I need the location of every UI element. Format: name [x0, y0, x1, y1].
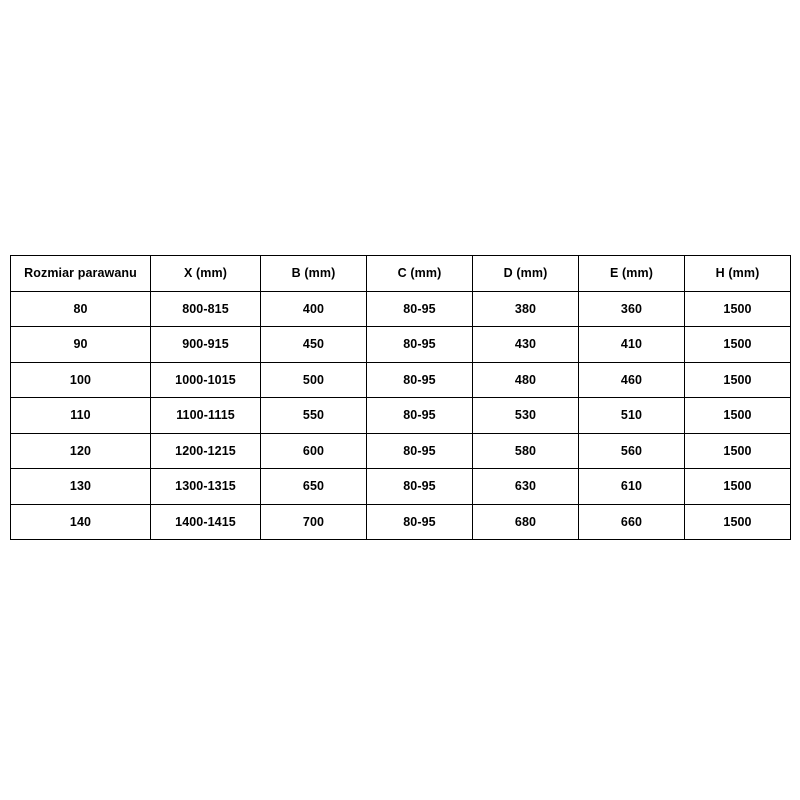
- table-cell: 80-95: [367, 433, 473, 469]
- table-cell: 660: [579, 504, 685, 540]
- table-cell: 530: [473, 398, 579, 434]
- table-cell: 1400-1415: [151, 504, 261, 540]
- table-cell: 80-95: [367, 504, 473, 540]
- table-cell: 1500: [685, 433, 791, 469]
- column-header-c: C (mm): [367, 256, 473, 292]
- table-cell: 140: [11, 504, 151, 540]
- table-cell: 400: [261, 291, 367, 327]
- table-cell: 510: [579, 398, 685, 434]
- column-header-e: E (mm): [579, 256, 685, 292]
- table-row: [11, 362, 791, 398]
- table-cell: 1200-1215: [151, 433, 261, 469]
- table-cell: 1500: [685, 327, 791, 363]
- table-cell: 130: [11, 469, 151, 505]
- column-header-x: X (mm): [151, 256, 261, 292]
- table-row: [11, 327, 791, 363]
- table-cell: 500: [261, 362, 367, 398]
- table-cell: 1500: [685, 504, 791, 540]
- table-row: [11, 469, 791, 505]
- table-cell: 650: [261, 469, 367, 505]
- column-header-b: B (mm): [261, 256, 367, 292]
- table-cell: 560: [579, 433, 685, 469]
- table-cell: 1100-1115: [151, 398, 261, 434]
- table-cell: 120: [11, 433, 151, 469]
- table-cell: 630: [473, 469, 579, 505]
- table-row: [11, 291, 791, 327]
- table-cell: 410: [579, 327, 685, 363]
- specification-table: [10, 255, 791, 540]
- table-cell: 1500: [685, 398, 791, 434]
- table-cell: 380: [473, 291, 579, 327]
- table-cell: 580: [473, 433, 579, 469]
- table-cell: 450: [261, 327, 367, 363]
- table-row: [11, 504, 791, 540]
- table-cell: 800-815: [151, 291, 261, 327]
- table-cell: 600: [261, 433, 367, 469]
- table-cell: 700: [261, 504, 367, 540]
- column-header-d: D (mm): [473, 256, 579, 292]
- table-cell: 80-95: [367, 469, 473, 505]
- column-header-h: H (mm): [685, 256, 791, 292]
- table-cell: 360: [579, 291, 685, 327]
- table-row: [11, 398, 791, 434]
- table-cell: 680: [473, 504, 579, 540]
- table-cell: 1500: [685, 291, 791, 327]
- table-cell: 430: [473, 327, 579, 363]
- table-cell: 80-95: [367, 362, 473, 398]
- table-cell: 460: [579, 362, 685, 398]
- table-header-row: [11, 256, 791, 292]
- table-cell: 110: [11, 398, 151, 434]
- column-header-rozmiar-parawanu: Rozmiar parawanu: [11, 256, 151, 292]
- table-cell: 1500: [685, 469, 791, 505]
- table-cell: 1300-1315: [151, 469, 261, 505]
- table-cell: 610: [579, 469, 685, 505]
- table-cell: 480: [473, 362, 579, 398]
- table-cell: 80-95: [367, 327, 473, 363]
- table-cell: 900-915: [151, 327, 261, 363]
- table-cell: 1000-1015: [151, 362, 261, 398]
- table-cell: 80-95: [367, 291, 473, 327]
- table-cell: 550: [261, 398, 367, 434]
- table-cell: 80: [11, 291, 151, 327]
- table-header: [11, 256, 791, 292]
- specification-table-container: [10, 255, 790, 540]
- table-cell: 90: [11, 327, 151, 363]
- table-body: [11, 291, 791, 540]
- table-cell: 80-95: [367, 398, 473, 434]
- table-cell: 1500: [685, 362, 791, 398]
- table-cell: 100: [11, 362, 151, 398]
- table-row: [11, 433, 791, 469]
